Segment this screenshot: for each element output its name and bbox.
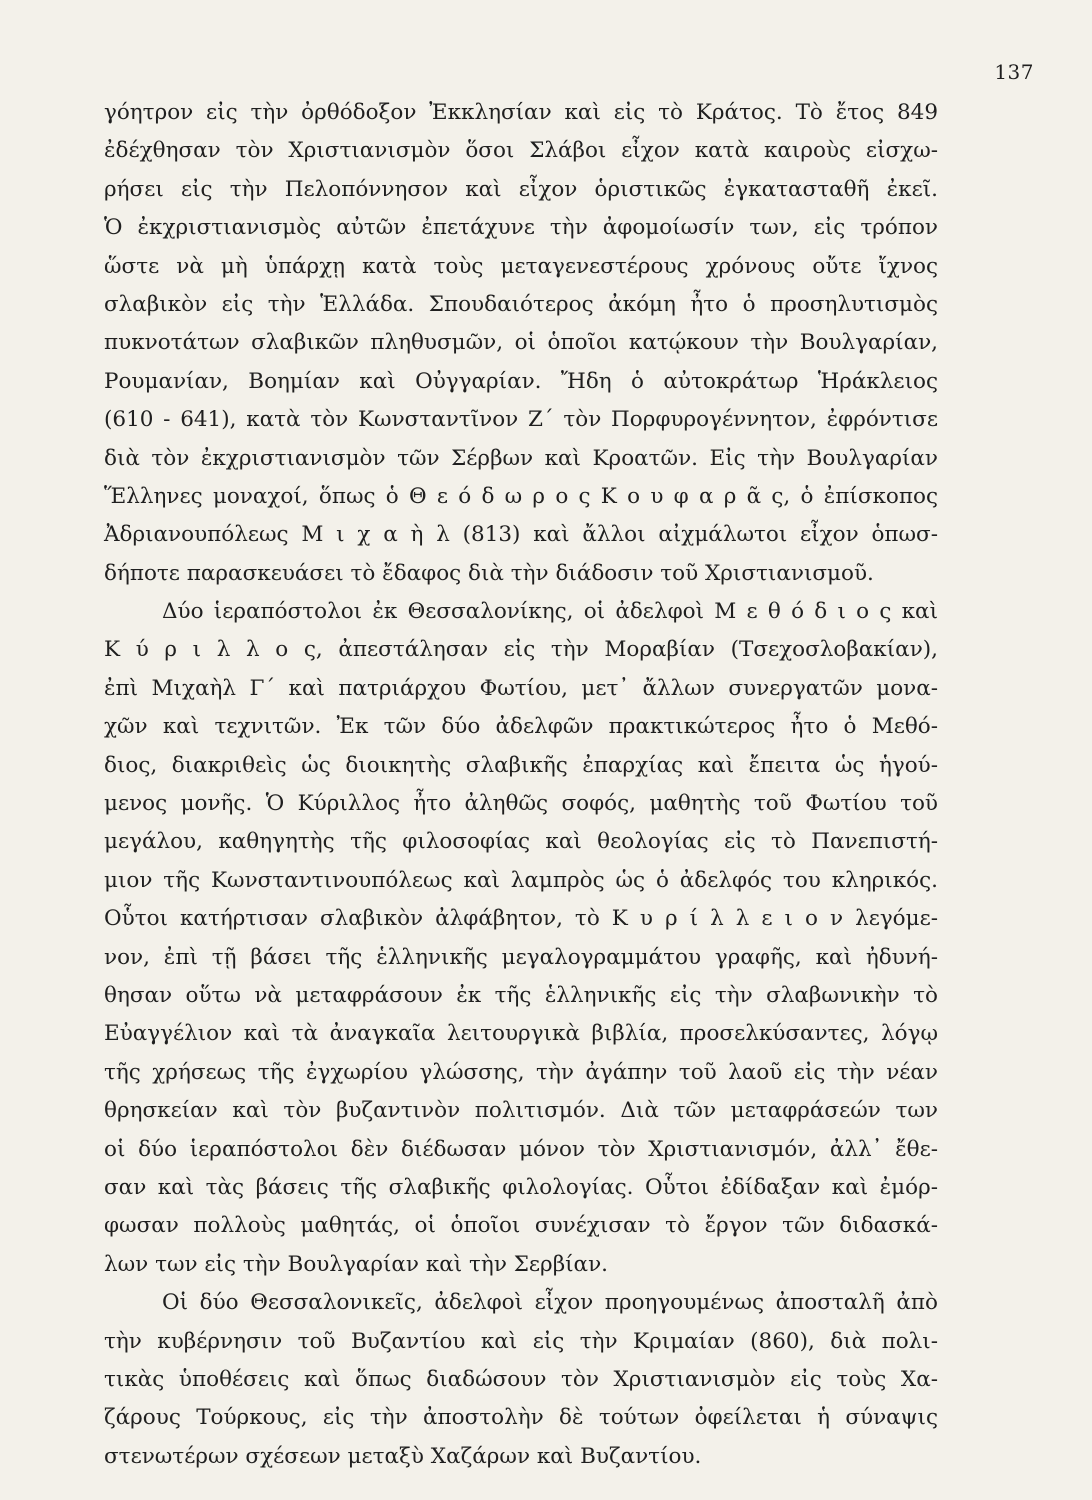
text-line: πυκνοτάτων σλαβικῶν πληθυσμῶν, οἱ ὁποῖοι κατῴκουν τὴν Βουλγαρίαν, — [104, 330, 938, 356]
text-line: φωσαν πολλοὺς μαθητάς, οἱ ὁποῖοι συνέχισαν τὸ ἔργον τῶν διδασκά- — [104, 1213, 938, 1239]
paragraph — [104, 94, 938, 593]
text-line: διὰ τὸν ἐκχριστιανισμὸν τῶν Σέρβων καὶ Κροατῶν. Εἰς τὴν Βουλγαρίαν — [104, 445, 938, 471]
text-line: Ὁ ἐκχριστιανισμὸς αὐτῶν ἐπετάχυνε τὴν ἀφομοίωσίν των, εἰς τρόπον — [104, 215, 938, 241]
text-line: Οὗτοι κατήρτισαν σλαβικὸν ἀλφάβητον, τὸ Κ υ ρ ί λ λ ε ι ο ν λεγόμε- — [104, 906, 938, 932]
text-line: μεγάλου, καθηγητὴς τῆς φιλοσοφίας καὶ θεολογίας εἰς τὸ Πανεπιστή- — [104, 829, 938, 855]
text-line: γόητρον εἰς τὴν ὀρθόδοξον Ἐκκλησίαν καὶ εἰς τὸ Κράτος. Τὸ ἔτος 849 — [104, 100, 938, 125]
text-line: θρησκείαν καὶ τὸν βυζαντινὸν πολιτισμόν. Διὰ τῶν μεταφράσεών των — [104, 1098, 938, 1124]
text-line: οἱ δύο ἱεραπόστολοι δὲν διέδωσαν μόνον τὸν Χριστιανισμόν, ἀλλ᾿ ἔθε- — [104, 1136, 938, 1162]
text-line: Ἀδριανουπόλεως Μ ι χ α ὴ λ (813) καὶ ἄλλοι αἰχμάλωτοι εἶχον ὁπωσ- — [104, 522, 938, 548]
text-line: λων των εἰς τὴν Βουλγαρίαν καὶ τὴν Σερβίαν. — [104, 1251, 608, 1277]
text-line: Κ ύ ρ ι λ λ ο ς, ἀπεστάλησαν εἰς τὴν Μοραβίαν (Τσεχοσλοβακίαν), — [104, 637, 938, 663]
text-line: Δύο ἱεραπόστολοι ἐκ Θεσσαλονίκης, οἱ ἀδελφοὶ Μ ε θ ό δ ι ο ς καὶ — [162, 599, 938, 625]
text-line: (610 - 641), κατὰ τὸν Κωνσταντῖνον Ζ΄ τὸν Πορφυρογέννητον, ἐφρόντισε — [104, 407, 938, 433]
paragraph — [104, 593, 938, 1284]
text-line: τὴν κυβέρνησιν τοῦ Βυζαντίου καὶ εἰς τὴν Κριμαίαν (860), διὰ πολι- — [104, 1328, 938, 1354]
text-line: μενος μονῆς. Ὁ Κύριλλος ἦτο ἀληθῶς σοφός, μαθητὴς τοῦ Φωτίου τοῦ — [104, 791, 938, 817]
text-line: ρήσει εἰς τὴν Πελοπόννησον καὶ εἶχον ὁριστικῶς ἐγκατασταθῆ ἐκεῖ. — [104, 176, 938, 202]
text-line: Οἱ δύο Θεσσαλονικεῖς, ἀδελφοὶ εἶχον προηγουμένως ἀποσταλῆ ἀπὸ — [162, 1290, 938, 1316]
text-line: σλαβικὸν εἰς τὴν Ἑλλάδα. Σπουδαιότερος ἀκόμη ἦτο ὁ προσηλυτισμὸς — [104, 291, 938, 317]
text-line: ὥστε νὰ μὴ ὑπάρχῃ κατὰ τοὺς μεταγενεστέρους χρόνους οὔτε ἴχνος — [104, 253, 938, 279]
text-line: στενωτέρων σχέσεων μεταξὺ Χαζάρων καὶ Βυζαντίου. — [104, 1443, 702, 1469]
text-line: μιον τῆς Κωνσταντινουπόλεως καὶ λαμπρὸς ὡς ὁ ἀδελφός του κληρικός. — [104, 867, 938, 893]
text-line: τῆς χρήσεως τῆς ἐγχωρίου γλώσσης, τὴν ἀγάπην τοῦ λαοῦ εἰς τὴν νέαν — [104, 1059, 938, 1085]
text-line: Ρουμανίαν, Βοημίαν καὶ Οὐγγαρίαν. Ἤδη ὁ αὐτοκράτωρ Ἡράκλειος — [104, 368, 938, 394]
text-line: Εὐαγγέλιον καὶ τὰ ἀναγκαῖα λειτουργικὰ βιβλία, προσελκύσαντες, λόγῳ — [104, 1021, 938, 1047]
text-line: σαν καὶ τὰς βάσεις τῆς σλαβικῆς φιλολογίας. Οὗτοι ἐδίδαξαν καὶ ἐμόρ- — [104, 1174, 938, 1200]
text-line: ζάρους Τούρκους, εἰς τὴν ἀποστολὴν δὲ τούτων ὀφείλεται ἡ σύναψις — [104, 1405, 938, 1431]
text-line: διος, διακριθεὶς ὡς διοικητὴς σλαβικῆς ἐπαρχίας καὶ ἔπειτα ὡς ἡγού- — [104, 752, 938, 778]
text-line: ἐπὶ Μιχαὴλ Γ΄ καὶ πατριάρχου Φωτίου, μετ᾿ ἄλλων συνεργατῶν μονα- — [104, 675, 938, 701]
text-line: νον, ἐπὶ τῇ βάσει τῆς ἑλληνικῆς μεγαλογραμμάτου γραφῆς, καὶ ἠδυνή- — [104, 944, 938, 970]
text-line: χῶν καὶ τεχνιτῶν. Ἐκ τῶν δύο ἀδελφῶν πρακτικώτερος ἦτο ὁ Μεθό- — [104, 714, 938, 740]
text-line: θησαν οὕτω νὰ μεταφράσουν ἐκ τῆς ἑλληνικῆς εἰς τὴν σλαβωνικὴν τὸ — [104, 982, 938, 1008]
text-line: δήποτε παρασκευάσει τὸ ἔδαφος διὰ τὴν διάδοσιν τοῦ Χριστιανισμοῦ. — [104, 560, 874, 586]
text-line: τικὰς ὑποθέσεις καὶ ὅπως διαδώσουν τὸν Χριστιανισμὸν εἰς τοὺς Χα- — [104, 1366, 938, 1392]
page-number: 137 — [994, 60, 1034, 84]
body-text — [104, 94, 938, 1476]
text-line: ἐδέχθησαν τὸν Χριστιανισμὸν ὅσοι Σλάβοι εἶχον κατὰ καιροὺς εἰσχω- — [104, 138, 938, 164]
paragraph — [104, 1284, 938, 1476]
text-line: Ἕλληνες μοναχοί, ὅπως ὁ Θ ε ό δ ω ρ ο ς Κ ο υ φ α ρ ᾶ ς, ὁ ἐπίσκοπος — [104, 483, 938, 509]
